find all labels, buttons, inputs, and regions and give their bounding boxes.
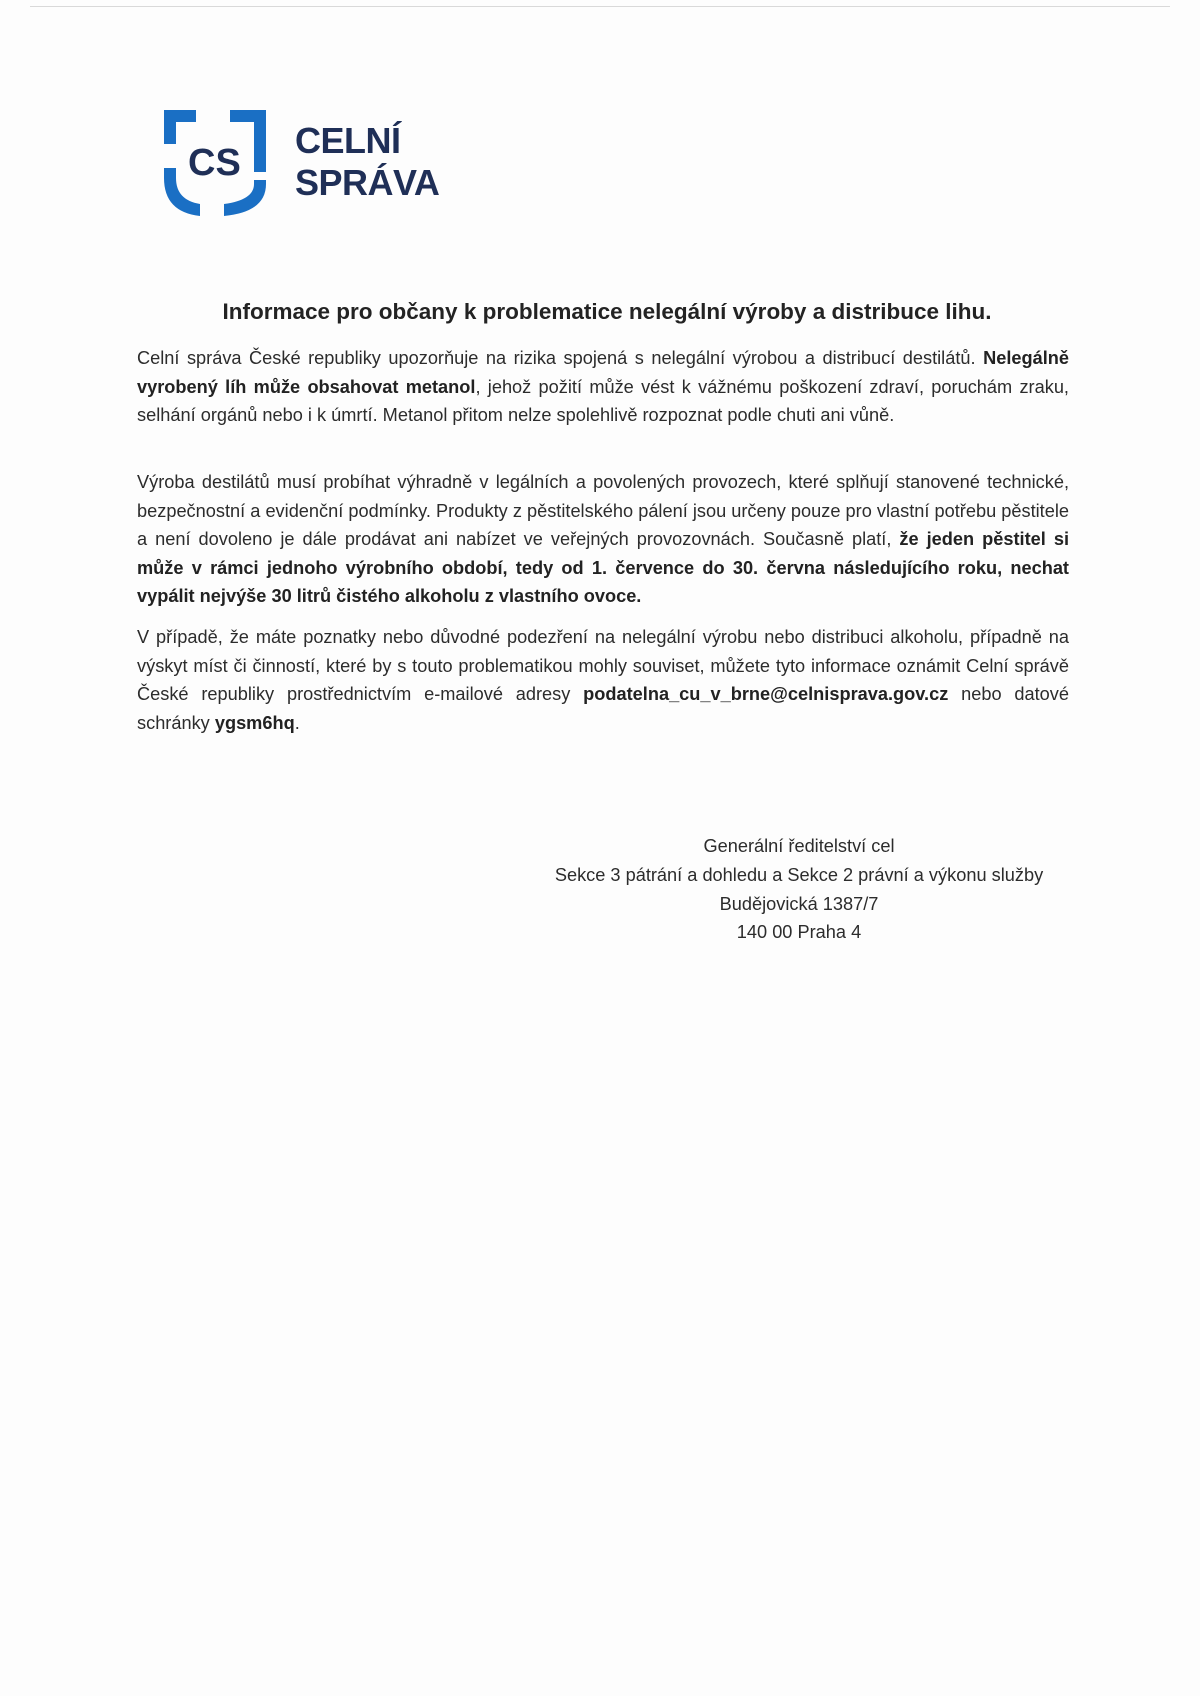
logo-word-celni: CELNÍ (295, 120, 401, 161)
data-box-id: ygsm6hq (214, 712, 295, 733)
paragraph-legal-production (137, 468, 1069, 611)
paragraph-text: nebo datové schránky (137, 684, 1069, 733)
signature-line-1: Generální ředitelství cel (703, 836, 895, 856)
paragraph-text: , jehož požití může vést k vážnému poškození zdraví, poruchám zraku, selhání orgánů nebo i k úmrtí. Metanol přitom nelze spolehlivě rozpoznat podle chuti ani vůně. (137, 376, 1069, 426)
logo-cs-text: CS (188, 142, 241, 184)
document-title: Informace pro občany k problematice nelegální výroby a distribuce lihu. (222, 299, 992, 324)
paragraph-text: V případě, že máte poznatky nebo důvodné podezření na nelegální výrobu nebo distribuci alkoholu, případně na výskyt míst či činností, které by s touto problematikou mohly souviset, můžete tyto informace oznámit Celní správě České republiky prostřednictvím e-mailové adresy (137, 627, 1069, 705)
signature-block (530, 832, 1068, 947)
paragraph-bold-text: že jeden pěstitel si může v rámci jednoho výrobního období, tedy od 1. července do 30. června následujícího roku, nechat vypálit nejvýše 30 litrů čistého alkoholu z vlastního ovoce. (137, 529, 1069, 607)
celni-sprava-logo (162, 108, 462, 228)
signature-line-4: 140 00 Praha 4 (736, 922, 862, 943)
scan-edge-line (30, 6, 1170, 7)
paragraph-text: . (294, 712, 300, 733)
paragraph-methanol-risk (137, 344, 1069, 430)
paragraph-text: Výroba destilátů musí probíhat výhradně v legálních a povolených provozech, které splňují stanovené technické, bezpečnostní a evidenční podmínky. Produkty z pěstitelského pálení jsou určeny pouze pro vlastní potřebu pěstitele a není dovoleno je dále prodávat ani nabízet ve veřejných provozovnách. Současně platí, (137, 472, 1069, 550)
paragraph-bold-text: Nelegálně vyrobený líh může obsahovat metanol (137, 348, 1069, 397)
logo-word-sprava: SPRÁVA (295, 162, 440, 203)
signature-line-3: Budějovická 1387/7 (719, 893, 879, 914)
paragraph-reporting (137, 623, 1069, 737)
contact-email: podatelna_cu_v_brne@celnisprava.gov.cz (583, 684, 949, 705)
paragraph-text: Celní správa České republiky upozorňuje na rizika spojená s nelegální výrobou a distribucí destilátů. (137, 348, 984, 368)
signature-line-2: Sekce 3 pátrání a dohledu a Sekce 2 právní a výkonu služby (554, 864, 1044, 885)
